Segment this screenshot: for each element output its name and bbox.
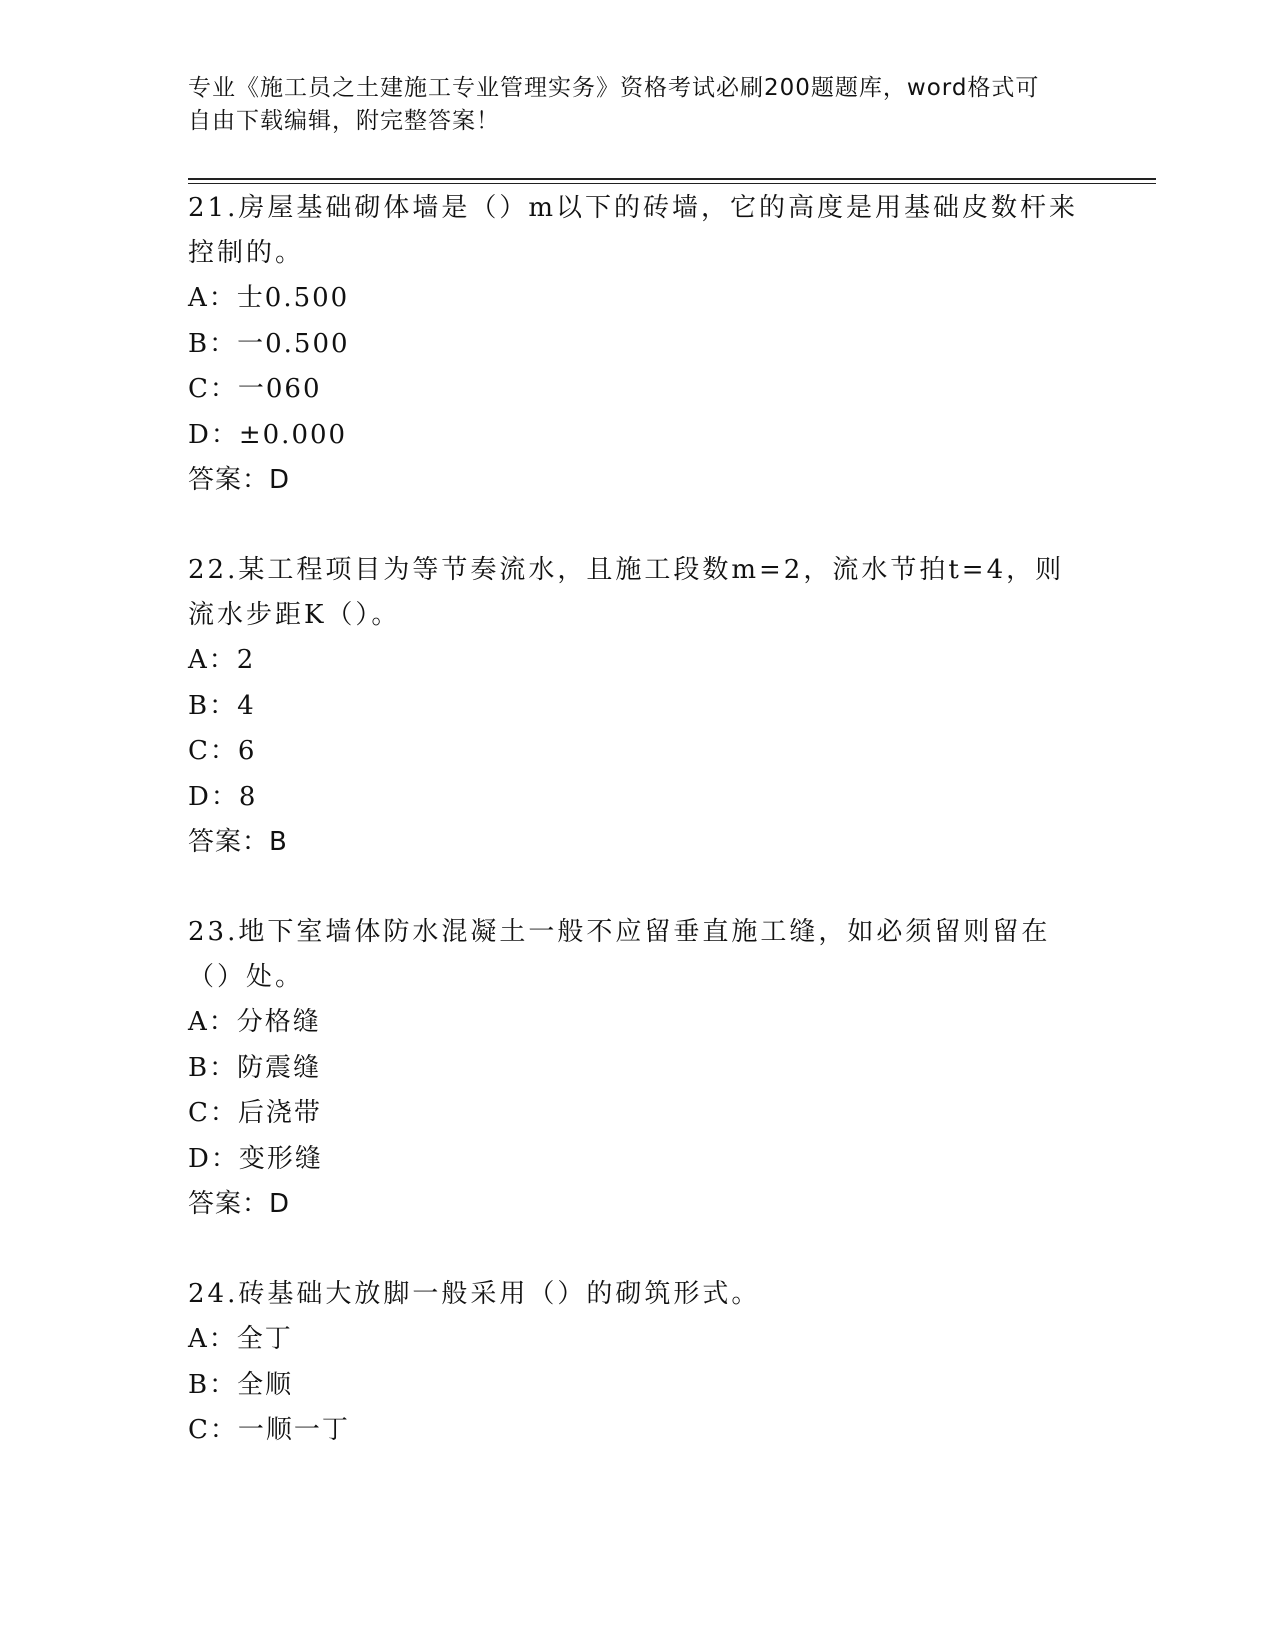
header-line-1: 专业《施工员之土建施工专业管理实务》资格考试必刷200题题库，word格式可 [188, 75, 1040, 101]
question-stem: 21.房屋基础砌体墙是（）m以下的砖墙，它的高度是用基础皮数杆来控制的。 [188, 193, 1079, 268]
question-stem: 22.某工程项目为等节奏流水，且施工段数m=2，流水节拍t=4，则流水步距K（）。 [188, 555, 1065, 630]
answer: 答案：D [188, 465, 291, 495]
question-24 [188, 1272, 1088, 1454]
option-d: D：变形缝 [188, 1143, 323, 1174]
option-b: B：全顺 [188, 1369, 294, 1400]
question-stem: 24.砖基础大放脚一般采用（）的砌筑形式。 [188, 1279, 761, 1309]
question-stem: 23.地下室墙体防水混凝土一般不应留垂直施工缝，如必须留则留在（）处。 [188, 917, 1051, 992]
header-line-2: 自由下载编辑，附完整答案！ [188, 108, 500, 134]
question-22 [188, 548, 1088, 865]
question-23 [188, 910, 1088, 1227]
option-c: C：后浇带 [188, 1098, 322, 1128]
header-divider-thick [188, 178, 1156, 180]
option-d: D：±0.000 [188, 419, 348, 450]
option-c: C：一顺一丁 [188, 1415, 350, 1445]
option-a: A：2 [188, 645, 256, 675]
answer: 答案：B [188, 827, 288, 857]
option-b: B：一0.500 [188, 328, 350, 359]
option-a: A：分格缝 [188, 1007, 321, 1037]
option-d: D：8 [188, 781, 258, 812]
answer: 答案：D [188, 1189, 291, 1219]
option-a: A：士0.500 [188, 283, 350, 313]
header-divider-thin [188, 183, 1156, 184]
option-a: A：全丁 [188, 1324, 293, 1354]
document-header [188, 72, 1078, 138]
option-b: B：防震缝 [188, 1052, 322, 1083]
question-21 [188, 186, 1088, 503]
option-c: C：一060 [188, 374, 322, 404]
option-b: B：4 [188, 690, 256, 721]
option-c: C：6 [188, 736, 257, 766]
